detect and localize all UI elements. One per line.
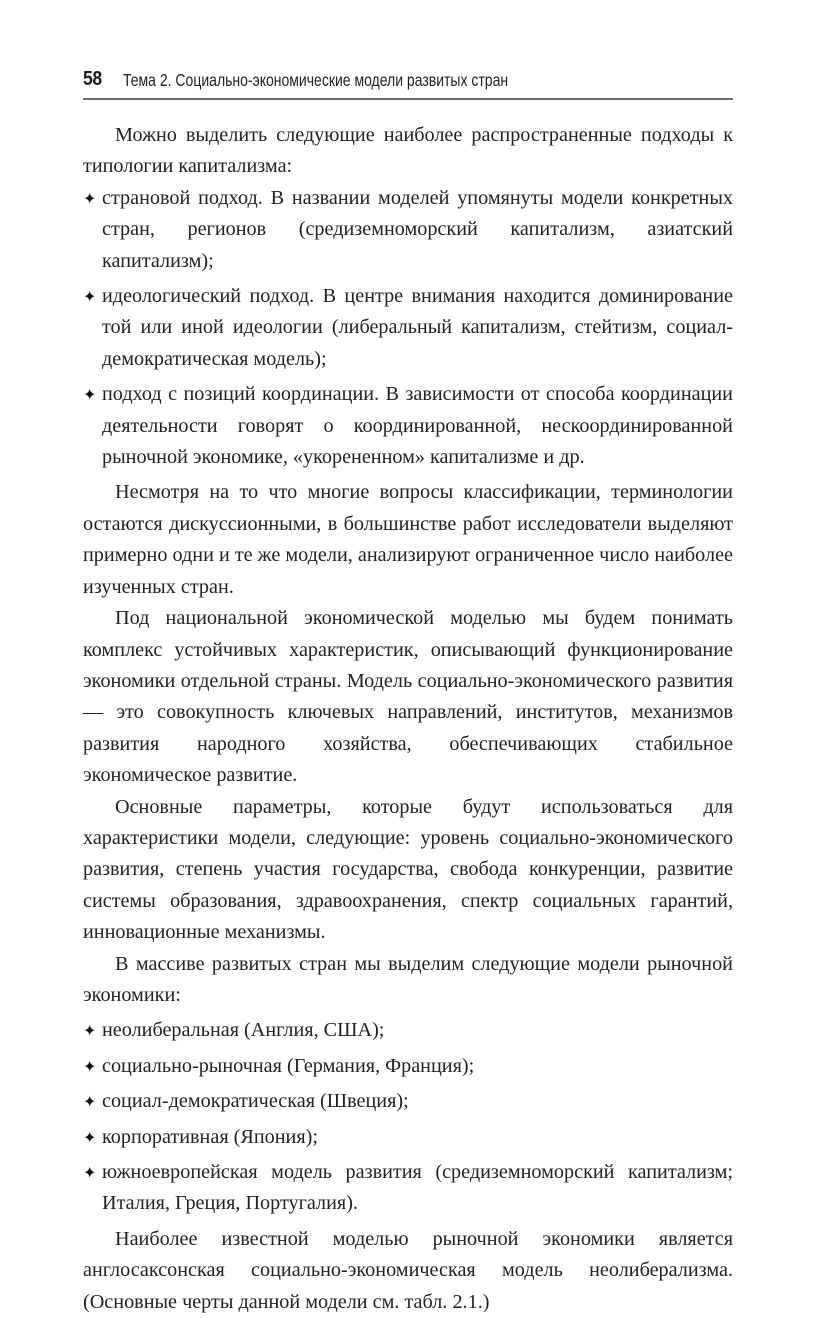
list-item (83, 1157, 733, 1220)
paragraph-national-model: Под национальной экономической моделью мы будем понимать комплекс устойчивых характеристик, описывающий функционирование экономики отдельной страны. Модель социально-экономического развития — это совокупность ключевых направлений, институтов, механизмов развития народного хозяйства, обеспечивающих стабильное экономическое развитие. (83, 607, 733, 787)
running-header (83, 64, 733, 100)
list-item (83, 1051, 733, 1082)
list-item-text: южноевропейская модель развития (средиземноморский капитализм; Италия, Греция, Португалия). (102, 1161, 733, 1215)
paragraph-anglo-saxon: Наиболее известной моделью рыночной экономики является англосаксонская социально-экономическая модель неолиберализма. (Основные черты данной модели см. табл. 2.1.) (83, 1227, 733, 1313)
list-item-text: идеологический подход. В центре внимания находится доминирование той или иной идеологии (либеральный капитализм, стейтизм, социал-демократическая модель); (102, 285, 733, 370)
diamond-bullet-icon: ✦ (83, 1092, 97, 1112)
diamond-bullet-icon: ✦ (83, 188, 97, 208)
list-item-text: страновой подход. В названии моделей упомянуты модели конкретных стран, регионов (средиземноморский капитализм, азиатский капитализм); (102, 186, 733, 272)
list-item (83, 281, 733, 375)
diamond-bullet-icon: ✦ (83, 385, 97, 405)
approaches-list (83, 183, 733, 474)
list-item (83, 183, 733, 277)
diamond-bullet-icon: ✦ (83, 1127, 97, 1147)
list-item (83, 1015, 733, 1046)
diamond-bullet-icon: ✦ (83, 1021, 97, 1041)
list-item-text: социал-демократическая (Швеция); (102, 1090, 409, 1113)
intro-paragraph: Можно выделить следующие наиболее распространенные подходы к типологии капитализма: (83, 124, 733, 178)
list-item-text: корпоративная (Япония); (102, 1125, 318, 1148)
list-item-text: подход с позиций координации. В зависимости от способа координации деятельности говорят о координированной, нескоординированной рыночной экономике, «укорененном» капитализме и др. (102, 383, 733, 469)
diamond-bullet-icon: ✦ (83, 1163, 97, 1182)
paragraph-models-intro: В массиве развитых стран мы выделим следующие модели рыночной экономики: (83, 952, 733, 1006)
list-item (83, 379, 733, 473)
page-body (83, 120, 733, 1318)
list-item (83, 1122, 733, 1153)
models-list (83, 1015, 733, 1219)
list-item-text: социально-рыночная (Германия, Франция); (102, 1054, 475, 1077)
list-item (83, 1086, 733, 1117)
page-number: 58 (83, 68, 102, 90)
diamond-bullet-icon: ✦ (83, 287, 97, 307)
diamond-bullet-icon: ✦ (83, 1056, 97, 1076)
list-item-text: неолиберальная (Англия, США); (102, 1019, 385, 1042)
paragraph-classification: Несмотря на то что многие вопросы классификации, терминологии остаются дискуссионными, в большинстве работ исследователи выделяют примерно одни и те же модели, анализируют ограниченное число наиболее изученных стран. (83, 481, 733, 598)
running-title: Тема 2. Социально-экономические модели развитых стран (123, 70, 509, 90)
paragraph-parameters: Основные параметры, которые будут использоваться для характеристики модели, следующие: уровень социально-экономического развития, степень участия государства, свобода конкуренции, развитие системы образования, здравоохранения, спектр социальных гарантий, инновационные механизмы. (83, 795, 733, 944)
